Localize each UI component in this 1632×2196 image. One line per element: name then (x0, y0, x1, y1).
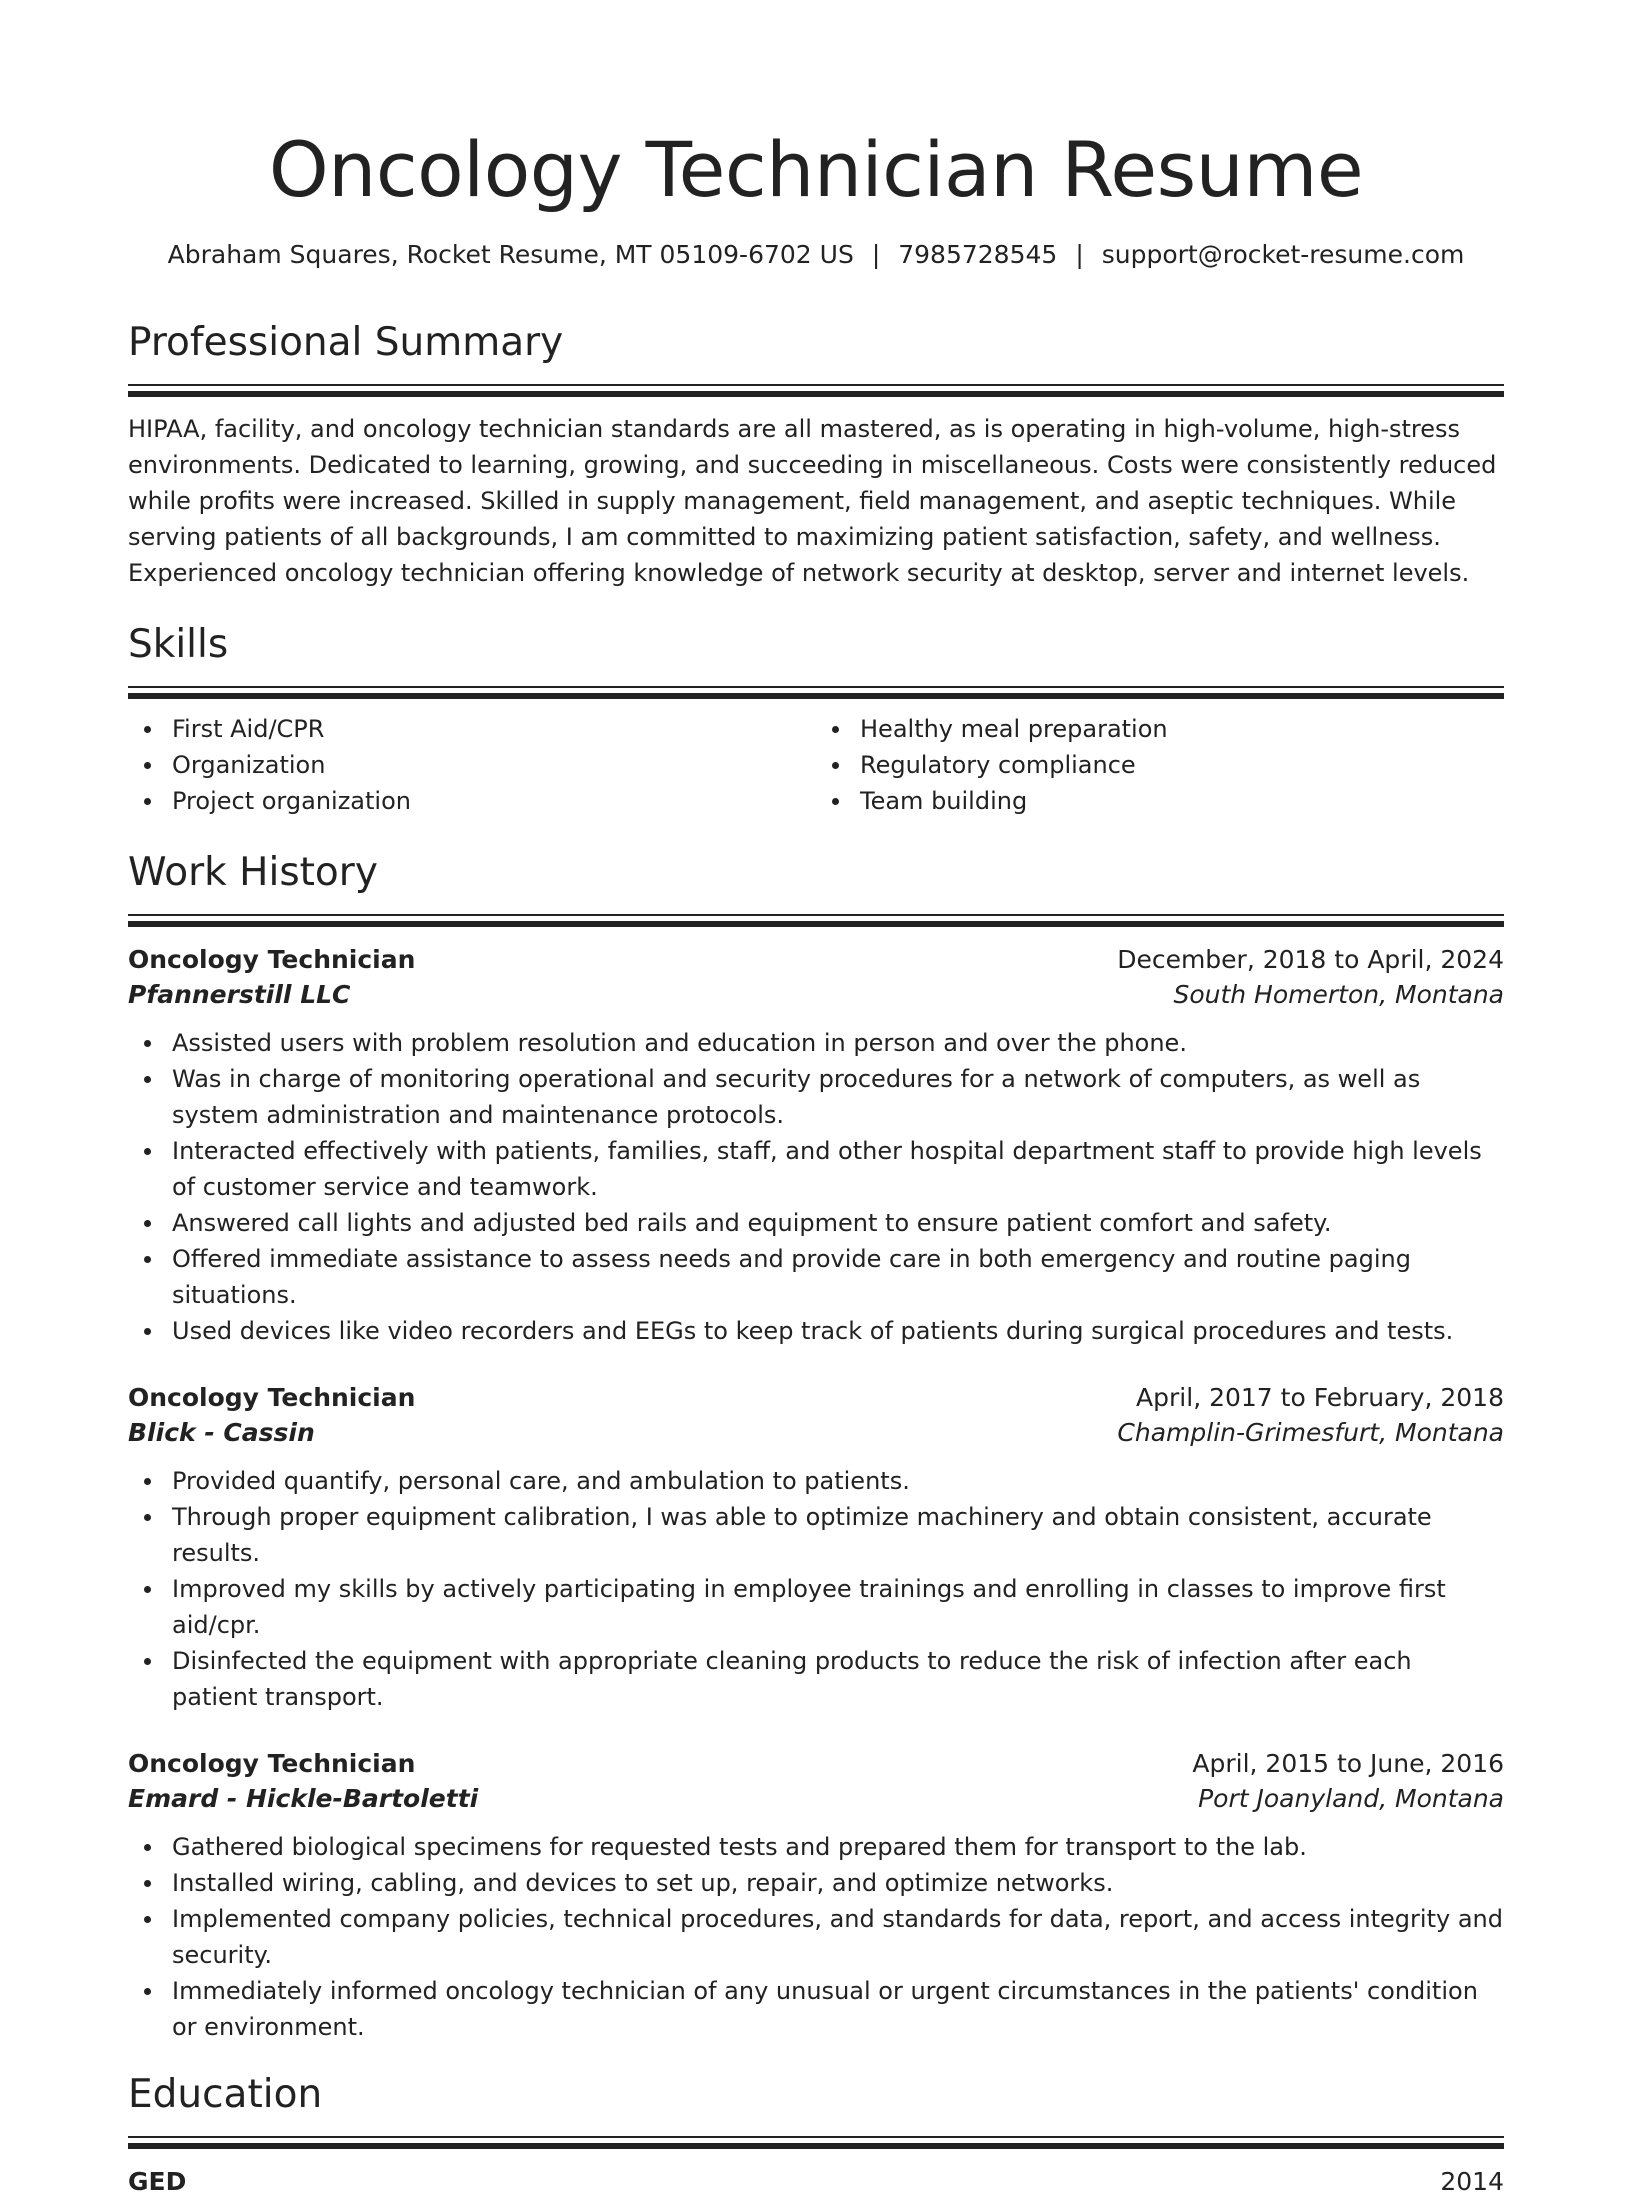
job-duty: Assisted users with problem resolution and education in person and over the phone. (128, 1025, 1504, 1061)
education-entry (128, 2167, 1504, 2196)
summary-section (128, 320, 1504, 591)
skill-item: Team building (816, 783, 1504, 819)
skills-list-right (816, 711, 1504, 819)
skills-grid (128, 711, 1504, 819)
contact-phone: 7985728545 (898, 240, 1058, 269)
job-duty: Through proper equipment calibration, I was able to optimize machinery and obtain consistent, accurate results. (128, 1499, 1504, 1571)
job-title: Oncology Technician (128, 1383, 416, 1412)
job-entry (128, 945, 1504, 1349)
job-duty: Installed wiring, cabling, and devices to set up, repair, and optimize networks. (128, 1865, 1504, 1901)
skills-column-right (816, 711, 1504, 819)
job-subheader (128, 1784, 1504, 1813)
job-dates: April, 2015 to June, 2016 (1192, 1749, 1504, 1778)
job-duty: Provided quantify, personal care, and ambulation to patients. (128, 1463, 1504, 1499)
job-duty: Implemented company policies, technical procedures, and standards for data, report, and access integrity and security. (128, 1901, 1504, 1973)
work-history-section (128, 850, 1504, 2045)
job-location: Champlin-Grimesfurt, Montana (1117, 1418, 1504, 1447)
job-subheader (128, 980, 1504, 1009)
job-subheader (128, 1418, 1504, 1447)
resume-title: Oncology Technician Resume (268, 125, 1364, 214)
job-title: Oncology Technician (128, 945, 416, 974)
section-divider (128, 2136, 1504, 2149)
skill-item: First Aid/CPR (128, 711, 816, 747)
skill-item: Regulatory compliance (816, 747, 1504, 783)
summary-heading: Professional Summary (128, 320, 564, 365)
job-header (128, 945, 1504, 974)
contact-separator: | (871, 240, 881, 269)
job-header (128, 1383, 1504, 1412)
skills-column-left (128, 711, 816, 819)
job-dates: December, 2018 to April, 2024 (1117, 945, 1504, 974)
skills-section (128, 622, 1504, 819)
section-divider (128, 686, 1504, 699)
contact-line (128, 240, 1504, 269)
job-duties-list (128, 1829, 1504, 2045)
job-duty: Offered immediate assistance to assess needs and provide care in both emergency and routine paging situations. (128, 1241, 1504, 1313)
job-entry (128, 1383, 1504, 1715)
education-degree: GED (128, 2167, 187, 2196)
skills-heading: Skills (128, 622, 229, 667)
job-duties-list (128, 1463, 1504, 1715)
education-section (128, 2072, 1504, 2196)
education-heading: Education (128, 2072, 323, 2117)
summary-text: HIPAA, facility, and oncology technician standards are all mastered, as is operating in high-volume, high-stress environments. Dedicated to learning, growing, and succeeding in miscellaneous. Costs were consistently reduced while profits were increased. Skilled in supply management, field management, and aseptic techniques. While serving patients of all backgrounds, I am committed to maximizing patient satisfaction, safety, and wellness. Experienced oncology technician offering knowledge of network security at desktop, server and internet levels. (128, 415, 1497, 587)
job-duties-list (128, 1025, 1504, 1349)
skill-item: Healthy meal preparation (816, 711, 1504, 747)
contact-address: Abraham Squares, Rocket Resume, MT 05109-6702 US (167, 240, 854, 269)
skill-item: Project organization (128, 783, 816, 819)
job-dates: April, 2017 to February, 2018 (1136, 1383, 1504, 1412)
job-duty: Gathered biological specimens for requested tests and prepared them for transport to the lab. (128, 1829, 1504, 1865)
job-duty: Used devices like video recorders and EEGs to keep track of patients during surgical procedures and tests. (128, 1313, 1504, 1349)
work-history-heading: Work History (128, 850, 378, 895)
job-header (128, 1749, 1504, 1778)
job-duty: Disinfected the equipment with appropriate cleaning products to reduce the risk of infection after each patient transport. (128, 1643, 1504, 1715)
job-company: Pfannerstill LLC (128, 980, 351, 1009)
job-location: South Homerton, Montana (1173, 980, 1504, 1009)
job-location: Port Joanyland, Montana (1198, 1784, 1504, 1813)
job-duty: Answered call lights and adjusted bed rails and equipment to ensure patient comfort and safety. (128, 1205, 1504, 1241)
job-duty: Immediately informed oncology technician of any unusual or urgent circumstances in the patients' condition or environment. (128, 1973, 1504, 2045)
skills-list-left (128, 711, 816, 819)
contact-separator: | (1075, 240, 1084, 269)
skill-item: Organization (128, 747, 816, 783)
job-duty: Interacted effectively with patients, families, staff, and other hospital department staff to provide high levels of customer service and teamwork. (128, 1133, 1504, 1205)
job-company: Blick - Cassin (128, 1418, 315, 1447)
job-entry (128, 1749, 1504, 2045)
job-title: Oncology Technician (128, 1749, 416, 1778)
job-company: Emard - Hickle-Bartoletti (128, 1784, 479, 1813)
job-duty: Improved my skills by actively participating in employee trainings and enrolling in classes to improve first aid/cpr. (128, 1571, 1504, 1643)
job-duty: Was in charge of monitoring operational and security procedures for a network of computers, as well as system administration and maintenance protocols. (128, 1061, 1504, 1133)
contact-email[interactable]: support@rocket-resume.com (1101, 240, 1465, 269)
section-divider (128, 384, 1504, 397)
section-divider (128, 914, 1504, 927)
education-year: 2014 (1440, 2167, 1504, 2196)
